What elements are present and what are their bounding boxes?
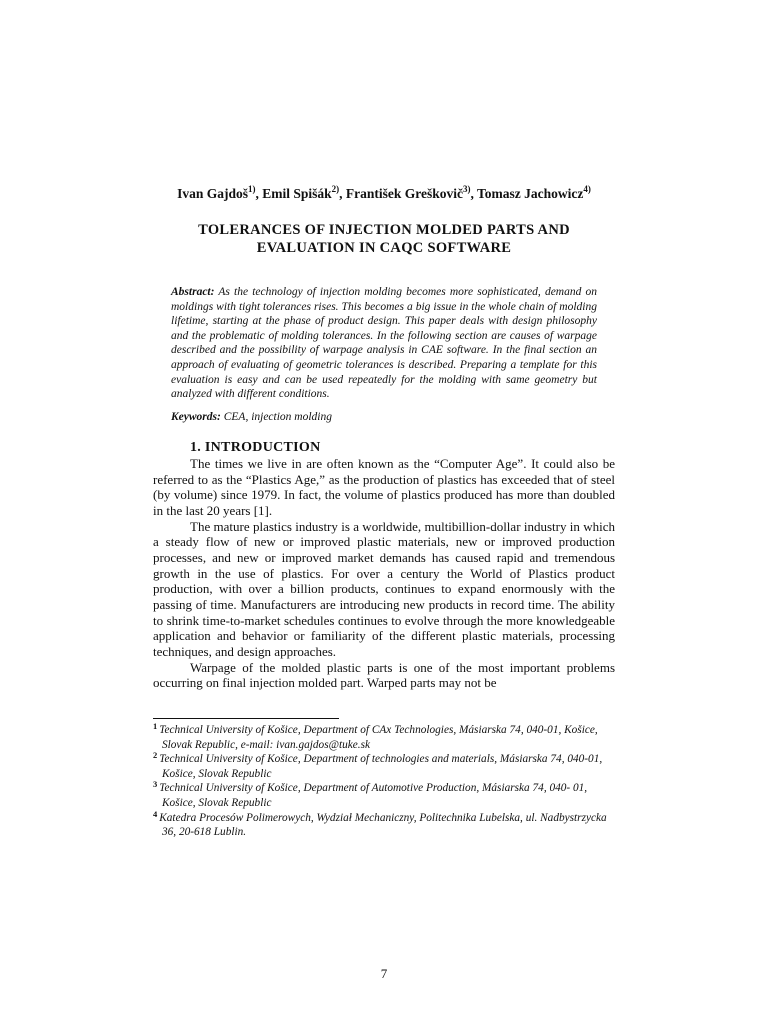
footnote-number: 4 bbox=[153, 808, 158, 819]
abstract-label: Abstract: bbox=[171, 286, 215, 298]
footnote-text: Technical University of Košice, Department of CAx Technologies, Másiarska 74, 040-01, Košice, Slovak Republic, e-mail: ivan.gajdos@tuke.sk bbox=[159, 724, 598, 751]
author-name: Tomasz Jachowicz bbox=[477, 186, 584, 201]
paragraph: Warpage of the molded plastic parts is one of the most important problems occurring on final injection molded part. Warped parts may not be bbox=[153, 659, 615, 691]
keywords-label: Keywords: bbox=[171, 411, 221, 423]
abstract-text: As the technology of injection molding becomes more sophisticated, demand on moldings with tight tolerances rises. This becomes a big issue in the whole chain of molding lifetime, starting at the phase of product design. This paper deals with design philosophy and the problematic of molding tolerances. In the following section are causes of warpage described and the possibility of warpage analysis in CAE software. In the final section an approach of evaluating of geometric tolerances is described. Preparing a template for this evaluation is easy and can be used repeatedly for the molding with same geometry but analyzed with different conditions. bbox=[171, 286, 597, 401]
author-affiliation-mark: 2) bbox=[331, 184, 340, 194]
abstract bbox=[171, 285, 597, 402]
paragraph: The mature plastics industry is a worldwide, multibillion-dollar industry in which a steady flow of new or improved plastic materials, new or improved production processes, and new or improved market demands has caused rapid and tremendous growth in the use of plastics. For over a century the World of Plastics product production, with over a billion products, continues to expand enormously with the passing of time. Manufacturers are introducing new products in record time. The ability to shrink time-to-market schedules continues to evolve through the more knowledgeable application and behavior or familiarity of the different plastic materials, processing techniques, and design approaches. bbox=[153, 518, 615, 659]
author-name: František Greškovič bbox=[345, 186, 464, 201]
footnote bbox=[153, 723, 615, 752]
page-number: 7 bbox=[380, 966, 388, 981]
author-separator: , bbox=[255, 186, 263, 201]
footnote bbox=[153, 752, 615, 781]
author-separator: , bbox=[470, 186, 478, 201]
body-text bbox=[153, 456, 615, 691]
footnote-number: 2 bbox=[153, 750, 158, 761]
author-name: Emil Spišák bbox=[262, 186, 332, 201]
author-affiliation-mark: 3) bbox=[463, 184, 471, 194]
author-affiliation-mark: 1) bbox=[247, 184, 256, 194]
keywords bbox=[171, 411, 597, 423]
footnotes bbox=[153, 723, 615, 840]
footnote-number: 3 bbox=[153, 779, 158, 790]
keywords-text: CEA, injection molding bbox=[220, 411, 332, 423]
footnote-text: Katedra Procesów Polimerowych, Wydział Mechaniczny, Politechnika Lubelska, ul. Nadbystrzycka 36, 20-618 Lublin. bbox=[159, 811, 607, 839]
footnote bbox=[153, 781, 615, 810]
footnote-separator bbox=[153, 718, 339, 719]
footnote-number: 1 bbox=[153, 721, 158, 731]
paper-title bbox=[150, 221, 618, 257]
paper-title-line: TOLERANCES OF INJECTION MOLDED PARTS AND bbox=[198, 222, 570, 238]
footnote-text: Technical University of Košice, Department of Automotive Production, Másiarska 74, 040- 01, Košice, Slovak Republic bbox=[159, 782, 588, 809]
paragraph: The times we live in are often known as the “Computer Age”. It could also be referred to as the “Plastics Age,” as the production of plastics has exceeded that of steel (by volume) since 1979. In fact, the volume of plastics produced has more than doubled in the last 20 years [1]. bbox=[153, 456, 615, 518]
footnote bbox=[153, 808, 615, 840]
section-heading: 1. INTRODUCTION bbox=[190, 440, 321, 455]
author-affiliation-mark: 4) bbox=[583, 184, 591, 194]
author-line bbox=[0, 186, 768, 202]
paper-title-line: EVALUATION IN CAQC SOFTWARE bbox=[256, 240, 512, 256]
author-separator: , bbox=[339, 186, 346, 201]
author-name: Ivan Gajdoš bbox=[177, 186, 248, 201]
footnote-text: Technical University of Košice, Department of technologies and materials, Másiarska 74, 040-01, Košice, Slovak Republic bbox=[159, 753, 603, 780]
